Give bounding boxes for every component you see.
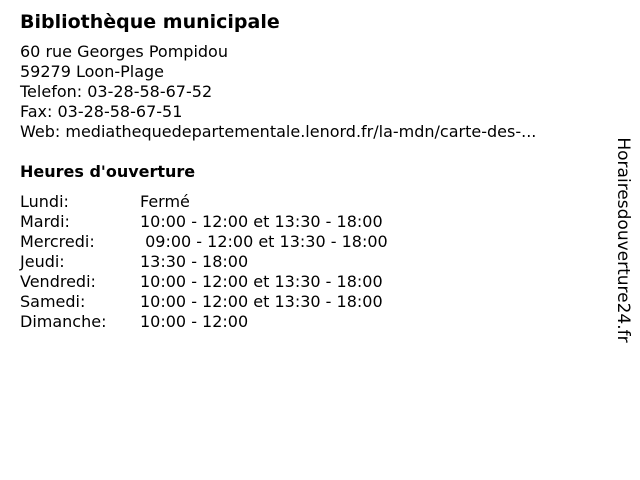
street-address: 60 rue Georges Pompidou	[20, 42, 228, 61]
day-label: Vendredi:	[20, 272, 96, 291]
time-range: 10:00 - 12:00 et 13:30 - 18:00	[140, 212, 383, 231]
time-range: Fermé	[140, 192, 190, 211]
time-range: 10:00 - 12:00 et 13:30 - 18:00	[140, 272, 383, 291]
address-block	[20, 42, 600, 142]
website-line	[20, 122, 600, 142]
site-watermark: Horairesdouverture24.fr	[613, 137, 633, 343]
day-label: Mercredi:	[20, 232, 95, 251]
day-label: Mardi:	[20, 212, 70, 231]
time-range: 10:00 - 12:00	[140, 312, 249, 331]
hours-row	[20, 272, 388, 292]
hours-row	[20, 192, 388, 212]
page-title: Bibliothèque municipale	[20, 11, 280, 33]
time-range: 09:00 - 12:00 et 13:30 - 18:00	[140, 232, 388, 251]
hours-row	[20, 252, 388, 272]
website-link[interactable]: Web: mediathequedepartementale.lenord.fr/la-mdn/carte-des-...	[20, 122, 537, 141]
phone-number: Telefon: 03-28-58-67-52	[20, 82, 213, 101]
hours-row	[20, 212, 388, 232]
opening-hours-table	[20, 192, 388, 332]
opening-hours-heading: Heures d'ouverture	[20, 162, 196, 181]
hours-row	[20, 232, 388, 252]
day-label: Jeudi:	[20, 252, 65, 271]
time-range: 10:00 - 12:00 et 13:30 - 18:00	[140, 292, 383, 311]
day-label: Lundi:	[20, 192, 69, 211]
library-info-card	[20, 10, 600, 332]
fax-number: Fax: 03-28-58-67-51	[20, 102, 183, 121]
hours-row	[20, 292, 388, 312]
hours-row	[20, 312, 388, 332]
city-postcode: 59279 Loon-Plage	[20, 62, 165, 81]
time-range: 13:30 - 18:00	[140, 252, 249, 271]
day-label: Samedi:	[20, 292, 86, 311]
day-label: Dimanche:	[20, 312, 107, 331]
